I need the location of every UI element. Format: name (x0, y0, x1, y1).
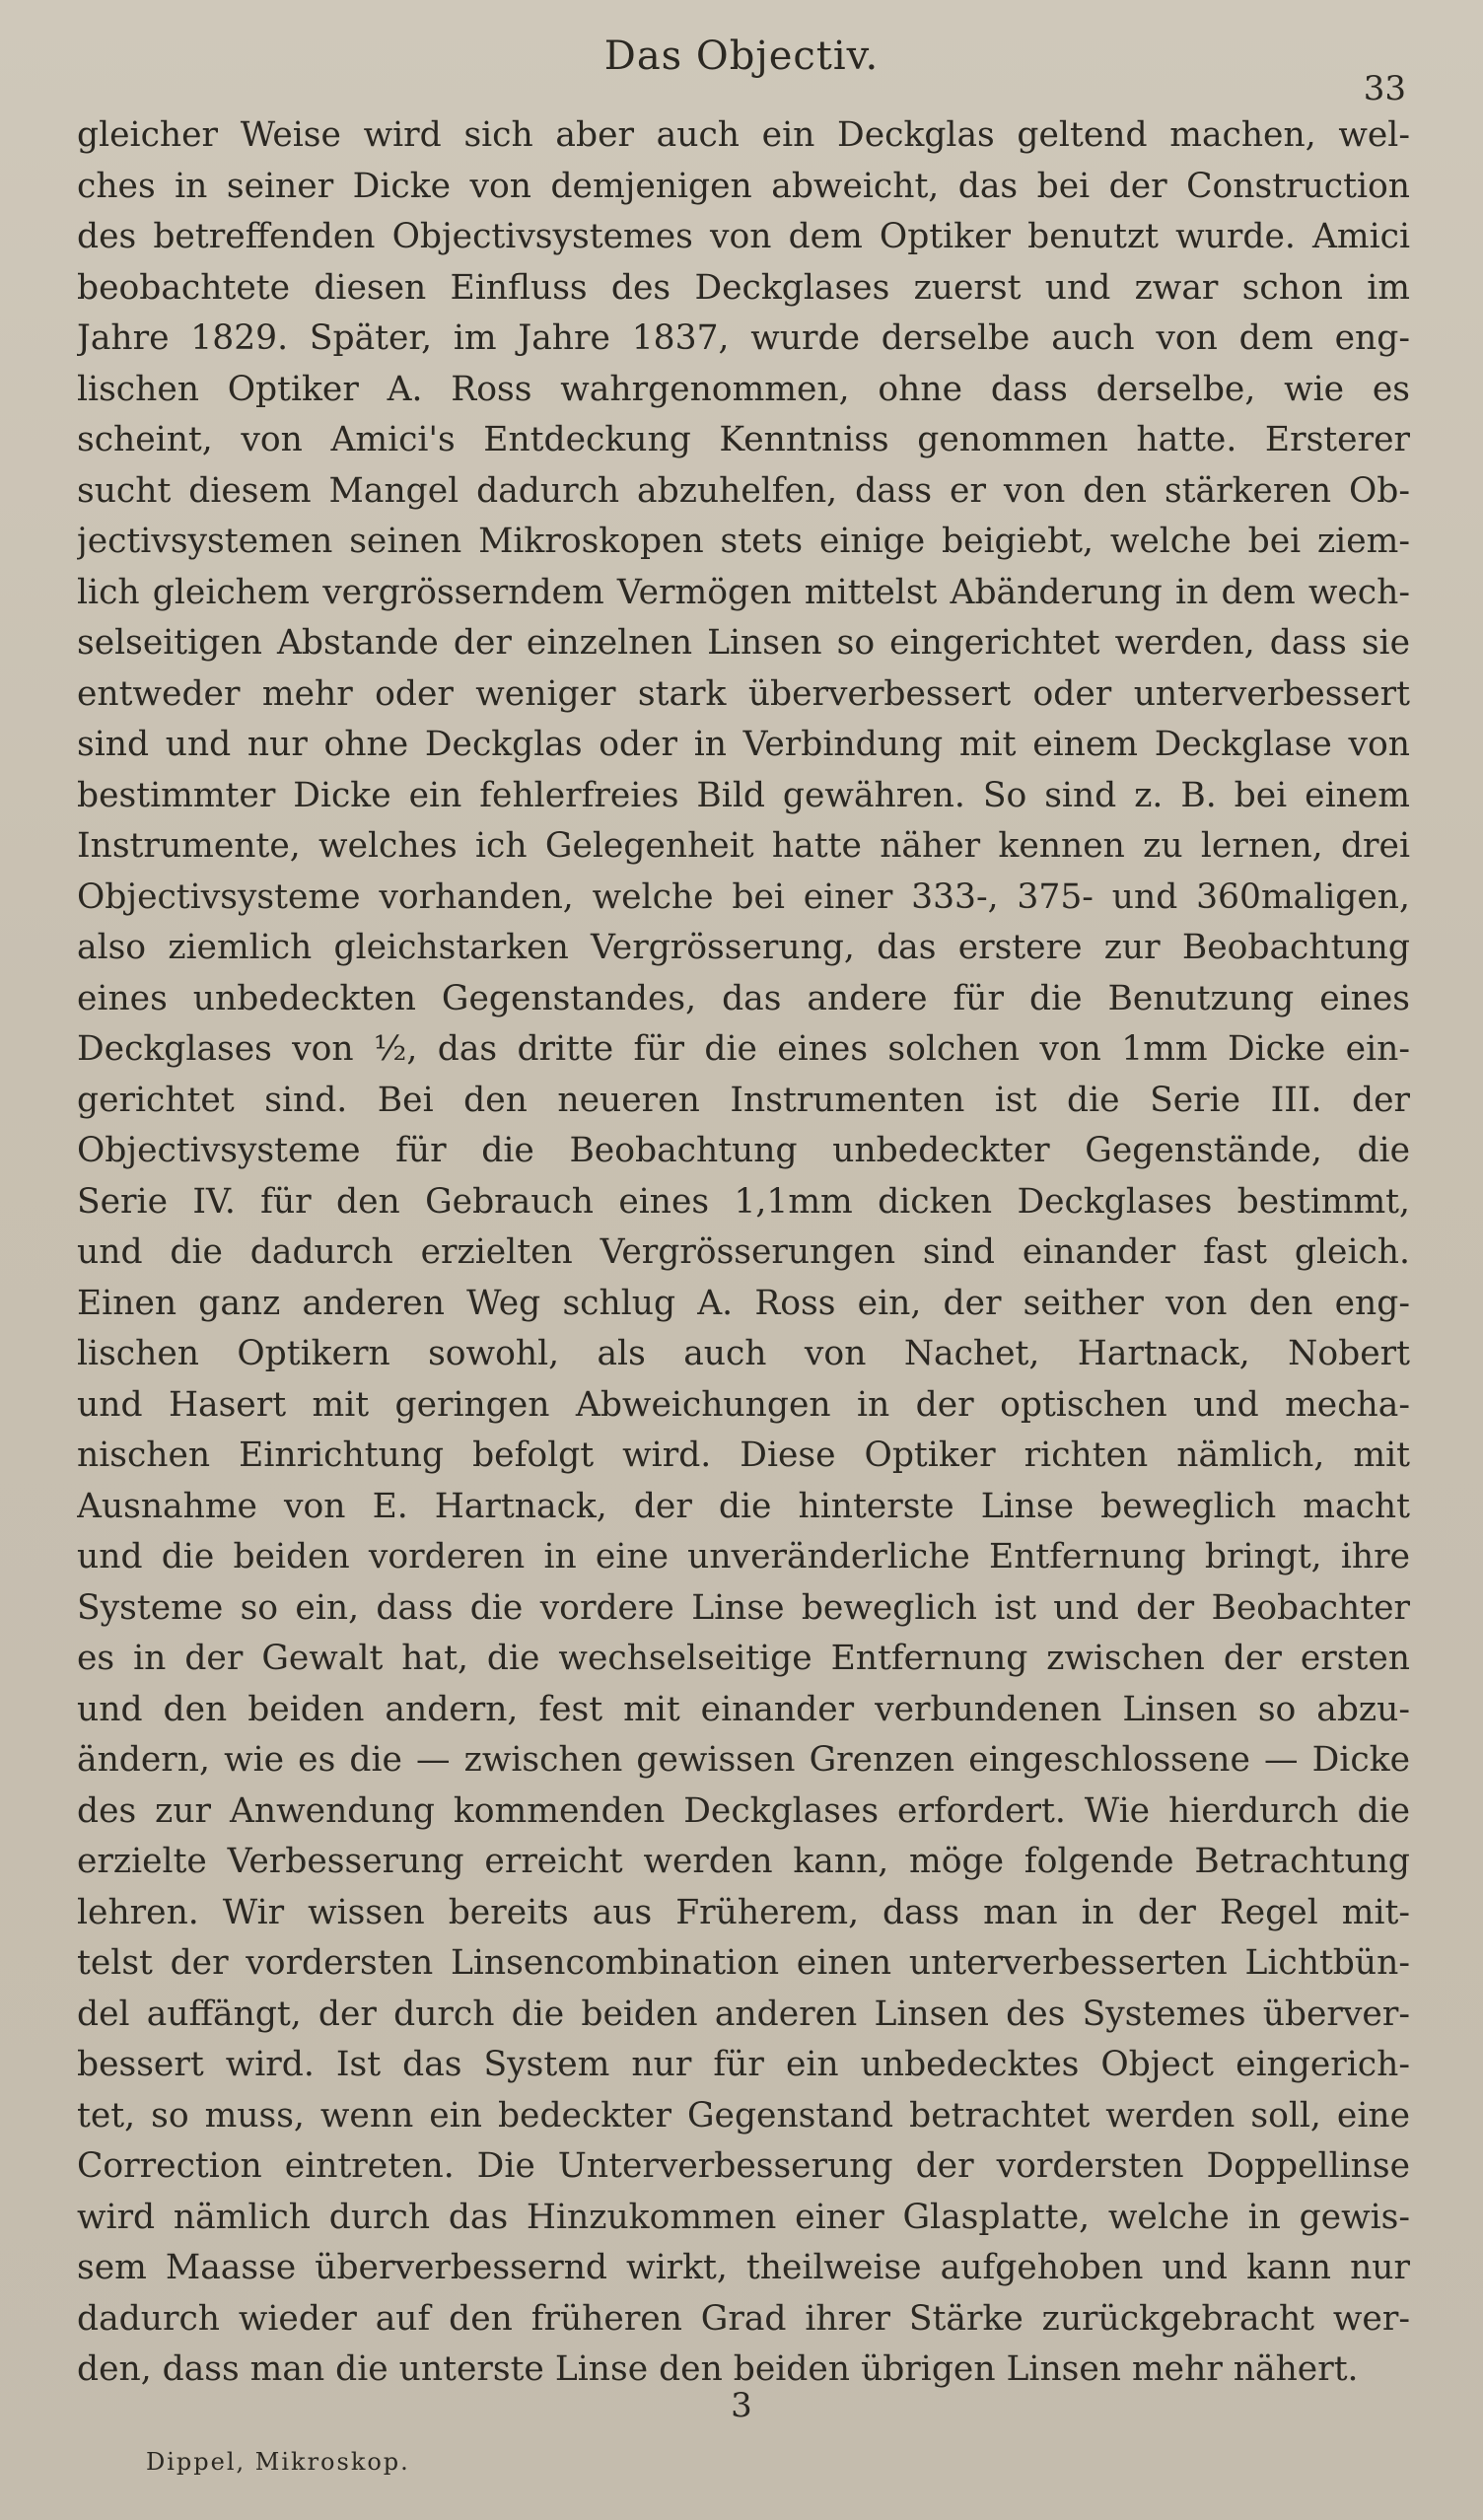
text-line: sind und nur ohne Deckglas oder in Verbindung mit einem Deckglase von (77, 725, 1410, 764)
text-line: erzielte Verbesserung erreicht werden kann, möge folgende Betrachtung (77, 1842, 1410, 1881)
text-line: und die beiden vorderen in eine unveränderliche Entfernung bringt, ihre (77, 1537, 1410, 1576)
text-line: und den beiden andern, fest mit einander verbundenen Linsen so abzu- (77, 1689, 1410, 1729)
text-line: also ziemlich gleichstarken Vergrösserung, das erstere zur Beobachtung (77, 928, 1410, 967)
text-line: tet, so muss, wenn ein bedeckter Gegenstand betrachtet werden soll, eine (77, 2095, 1410, 2135)
text-line: es in der Gewalt hat, die wechselseitige Entfernung zwischen der ersten (77, 1639, 1410, 1678)
text-line: ändern, wie es die — zwischen gewissen Grenzen eingeschlossene — Dicke (77, 1740, 1410, 1780)
text-line: den, dass man die unterste Linse den beiden übrigen Linsen mehr nähert. (77, 2349, 1359, 2389)
page-number: 33 (1363, 69, 1406, 108)
text-line: und Hasert mit geringen Abweichungen in der optischen und mecha- (77, 1384, 1410, 1425)
text-line: lischen Optikern sowohl, als auch von Nachet, Hartnack, Nobert (77, 1334, 1410, 1373)
text-line: Einen ganz anderen Weg schlug A. Ross ein, der seither von den eng- (77, 1283, 1410, 1323)
text-line: Instrumente, welches ich Gelegenheit hatte näher kennen zu lernen, drei (77, 826, 1410, 866)
body-text (77, 110, 1410, 2396)
text-line: lehren. Wir wissen bereits aus Früherem, dass man in der Regel mit- (77, 1892, 1410, 1932)
text-line: dadurch wieder auf den früheren Grad ihrer Stärke zurückgebracht wer- (77, 2298, 1410, 2339)
text-line: Systeme so ein, dass die vordere Linse beweglich ist und der Beobachter (77, 1587, 1410, 1628)
text-line: Jahre 1829. Später, im Jahre 1837, wurde derselbe auch von dem eng- (77, 318, 1410, 358)
text-line: Deckglases von ½, das dritte für die eines solchen von 1mm Dicke ein- (77, 1029, 1410, 1069)
text-line: Objectivsysteme vorhanden, welche bei einer 333-, 375- und 360maligen, (77, 876, 1410, 917)
text-line: nischen Einrichtung befolgt wird. Diese Optiker richten nämlich, mit (77, 1435, 1410, 1475)
text-line: telst der vordersten Linsencombination einen unterverbesserten Lichtbün- (77, 1943, 1410, 1983)
text-line: des betreffenden Objectivsystemes von dem Optiker benutzt wurde. Amici (77, 217, 1410, 256)
text-line: gleicher Weise wird sich aber auch ein Deckglas geltend machen, wel- (77, 115, 1410, 155)
text-line: des zur Anwendung kommenden Deckglases erfordert. Wie hierdurch die (77, 1790, 1410, 1831)
text-line: und die dadurch erzielten Vergrösserungen sind einander fast gleich. (77, 1232, 1410, 1272)
footer-note: Dippel, Mikroskop. (146, 2448, 410, 2476)
text-line: selseitigen Abstande der einzelnen Linsen so eingerichtet werden, dass sie (77, 623, 1410, 663)
text-line: lich gleichem vergrösserndem Vermögen mittelst Abänderung in dem wech- (77, 572, 1410, 612)
text-line: Objectivsysteme für die Beobachtung unbedeckter Gegenstände, die (77, 1131, 1410, 1170)
running-title: Das Objectiv. (603, 34, 880, 79)
text-line: beobachtete diesen Einfluss des Deckglases zuerst und zwar schon im (77, 267, 1410, 308)
text-line: gerichtet sind. Bei den neueren Instrumenten ist die Serie III. der (77, 1080, 1410, 1120)
text-line: sucht diesem Mangel dadurch abzuhelfen, dass er von den stärkeren Ob- (77, 470, 1410, 511)
text-line: lischen Optiker A. Ross wahrgenommen, ohne dass derselbe, wie es (77, 369, 1410, 409)
text-line: wird nämlich durch das Hinzukommen einer Glasplatte, welche in gewis- (77, 2197, 1410, 2237)
text-line: jectivsystemen seinen Mikroskopen stets einige beigiebt, welche bei ziem- (77, 522, 1410, 561)
text-line: entweder mehr oder weniger stark überverbessert oder unterverbessert (77, 673, 1410, 714)
text-line: sem Maasse überverbessernd wirkt, theilweise aufgehoben und kann nur (77, 2248, 1410, 2287)
text-line: bestimmter Dicke ein fehlerfreies Bild gewähren. So sind z. B. bei einem (77, 775, 1410, 815)
text-line: Ausnahme von E. Hartnack, der die hinterste Linse beweglich macht (77, 1486, 1410, 1526)
text-line: Correction eintreten. Die Unterverbesserung der vordersten Doppellinse (77, 2146, 1410, 2186)
text-line: scheint, von Amici's Entdeckung Kenntniss genommen hatte. Ersterer (77, 420, 1410, 459)
text-line: eines unbedeckten Gegenstandes, das andere für die Benutzung eines (77, 978, 1410, 1018)
text-line: bessert wird. Ist das System nur für ein unbedecktes Object eingerich- (77, 2045, 1410, 2084)
text-line: ches in seiner Dicke von demjenigen abweicht, das bei der Construction (77, 166, 1410, 206)
text-line: Serie IV. für den Gebrauch eines 1,1mm dicken Deckglases bestimmt, (77, 1181, 1410, 1222)
text-line: del auffängt, der durch die beiden anderen Linsen des Systemes überver- (77, 1994, 1410, 2034)
signature-mark: 3 (731, 2386, 752, 2425)
